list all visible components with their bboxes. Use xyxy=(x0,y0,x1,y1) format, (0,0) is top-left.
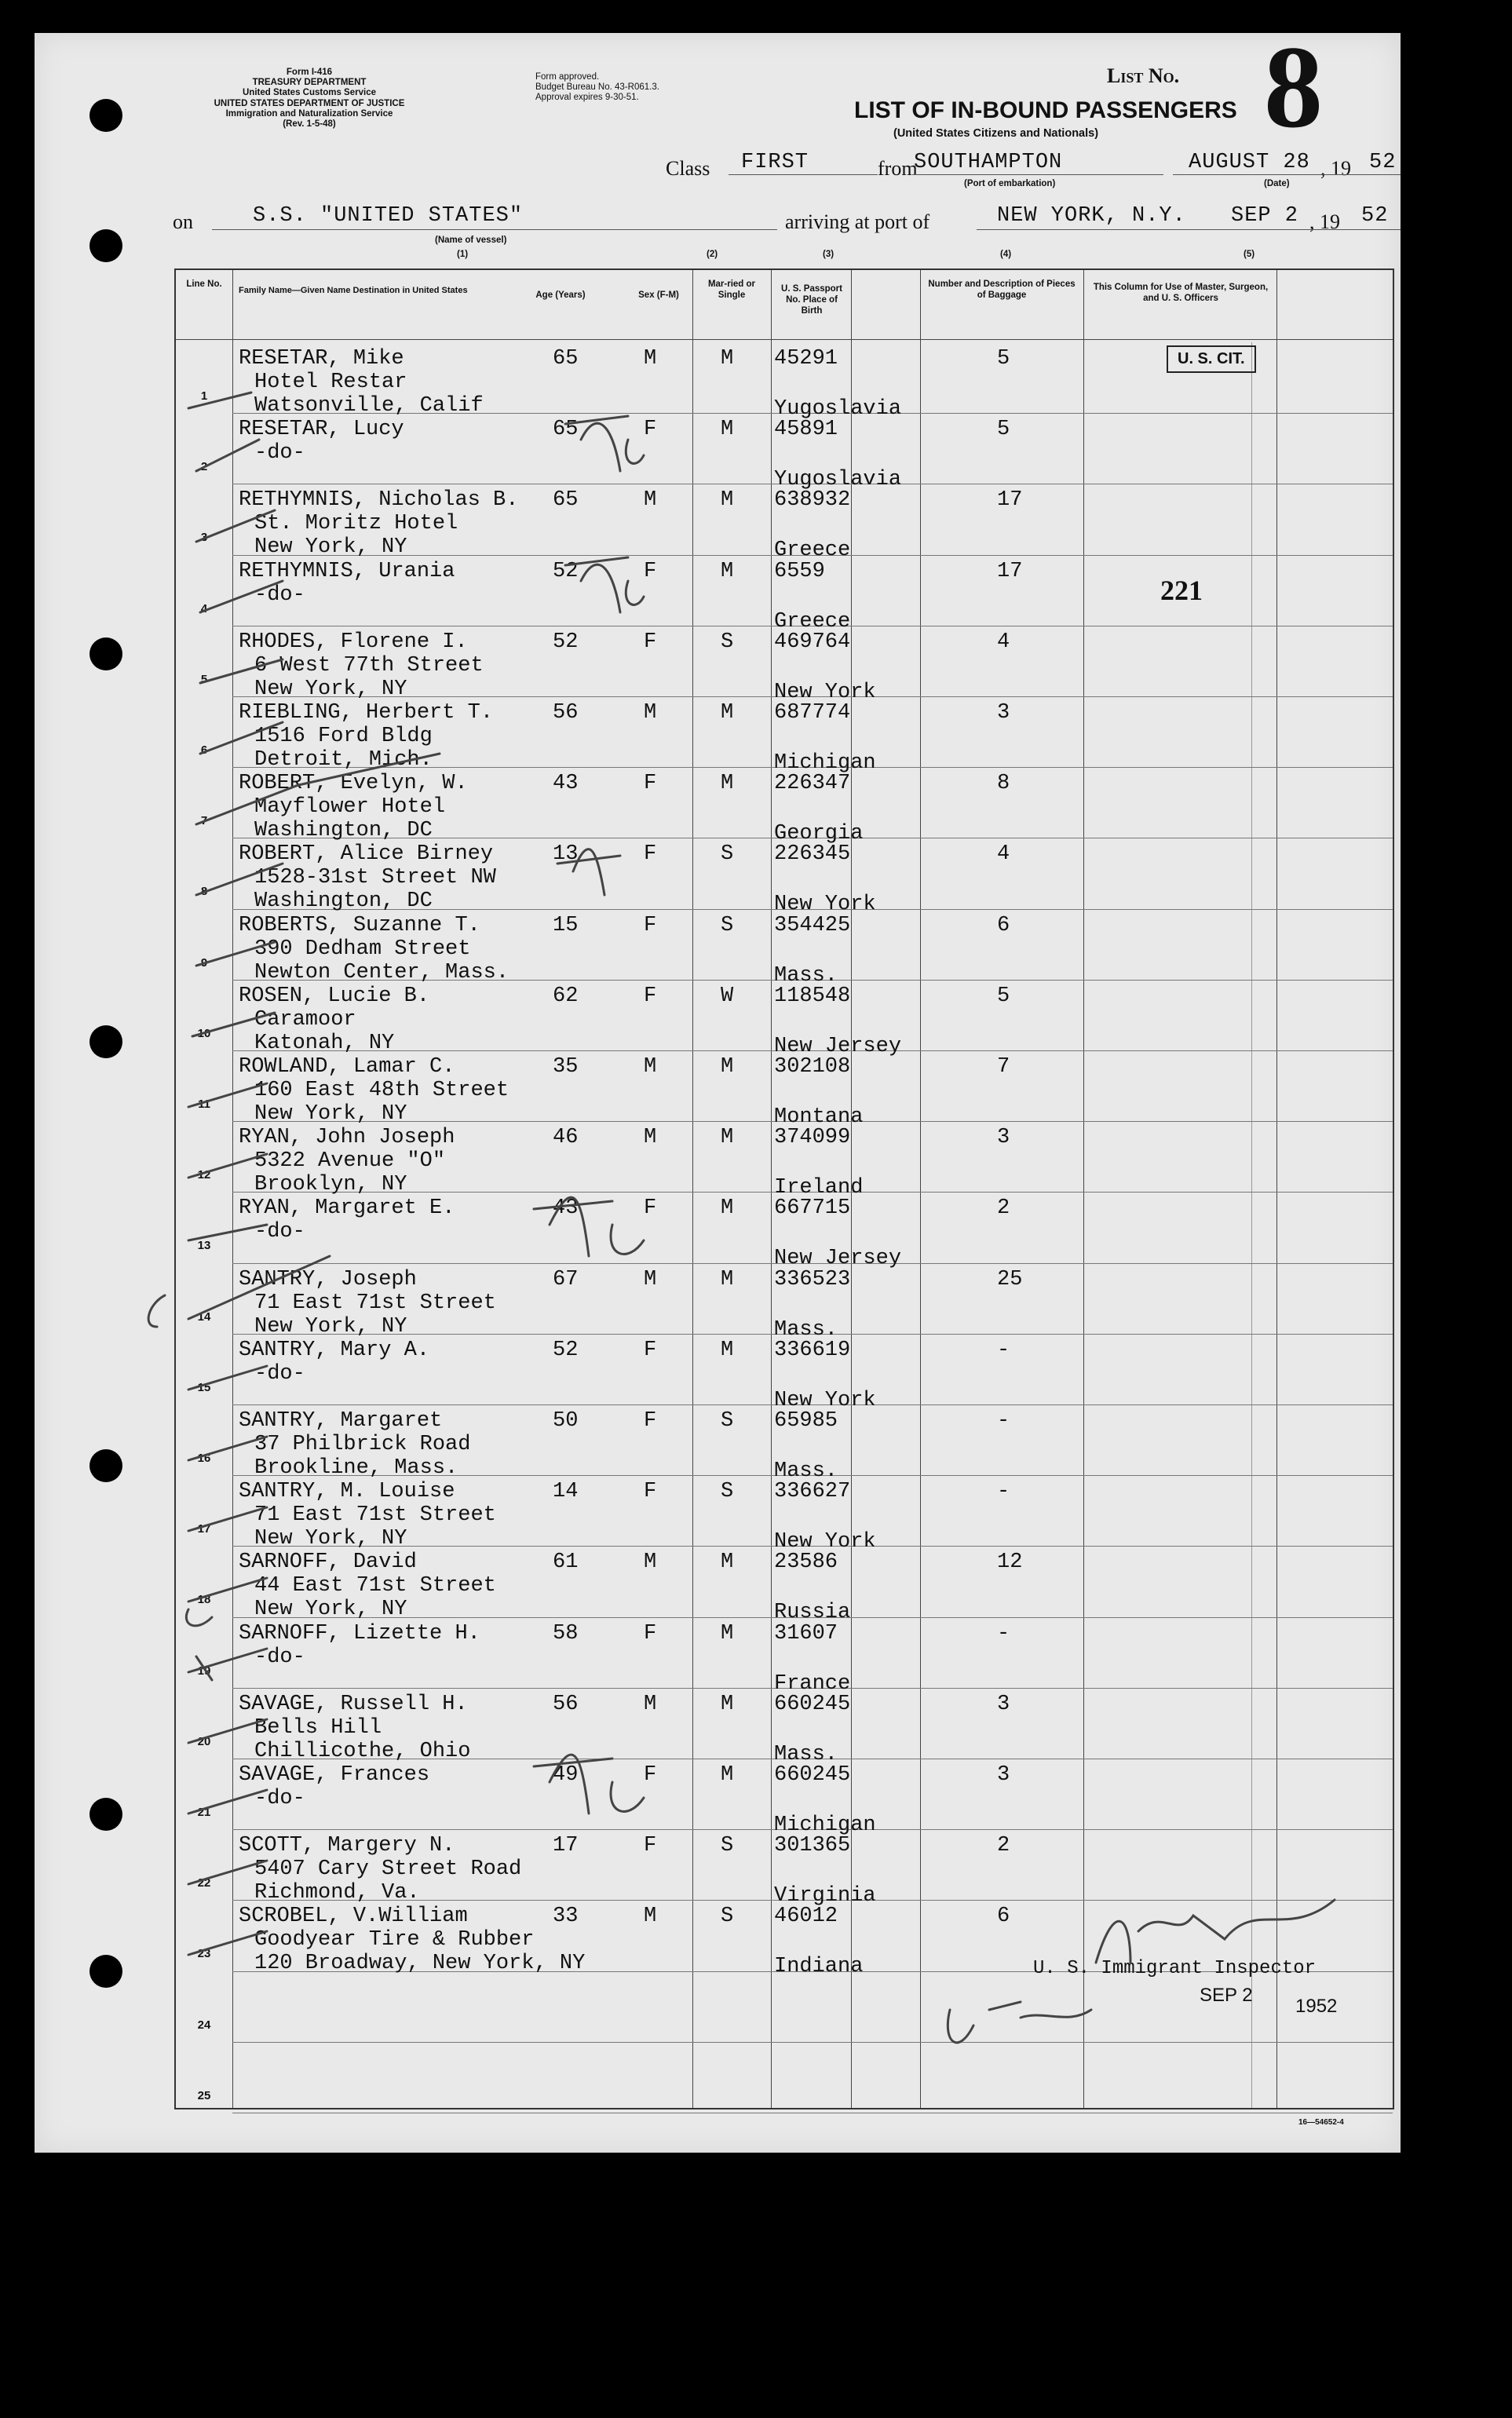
col-head-name: Family Name—Given Name Destination in United States xyxy=(239,286,468,295)
destination-line-1: -do- xyxy=(254,1220,305,1244)
col-divider xyxy=(771,270,772,2108)
punch-hole xyxy=(89,1449,122,1482)
destination-line-1: 390 Dedham Street xyxy=(254,937,471,961)
passport-number: 336619 xyxy=(774,1338,851,1362)
baggage-count: 17 xyxy=(997,488,1023,513)
passenger-name: ROBERT, Alice Birney xyxy=(239,842,494,867)
line-number: 4 xyxy=(200,601,208,615)
passport-number: 65985 xyxy=(774,1409,838,1433)
inspector-date: SEP 2 xyxy=(1200,1985,1253,2006)
place-of-birth: Mass. xyxy=(774,963,838,988)
place-of-birth: Yugoslavia xyxy=(774,468,902,492)
line-number: 21 xyxy=(197,1806,211,1819)
marital-status: M xyxy=(721,418,734,442)
line-number: 16 xyxy=(197,1452,211,1465)
baggage-count: - xyxy=(997,1338,1010,1362)
destination-line-1: -do- xyxy=(254,441,305,466)
document-subtitle: (United States Citizens and Nationals) xyxy=(893,127,1099,140)
date-underline xyxy=(1173,174,1401,175)
col-head-passport: U. S. Passport No. Place of Birth xyxy=(781,284,842,316)
baggage-count: 5 xyxy=(997,347,1010,371)
destination-line-1: 71 East 71st Street xyxy=(254,1291,496,1315)
age: 56 xyxy=(553,701,579,725)
passenger-name: ROBERTS, Suzanne T. xyxy=(239,913,480,937)
baggage-count: 8 xyxy=(997,772,1010,796)
on-label: on xyxy=(173,210,193,233)
passport-number: 336627 xyxy=(774,1480,851,1504)
passport-number: 226347 xyxy=(774,772,851,796)
baggage-count: 4 xyxy=(997,842,1010,867)
marital-status: M xyxy=(721,1763,734,1787)
destination-line-1: Bells Hill xyxy=(254,1715,382,1740)
baggage-count: 5 xyxy=(997,418,1010,442)
vessel-caption: (Name of vessel) xyxy=(435,236,507,245)
place-of-birth: Russia xyxy=(774,1601,851,1625)
baggage-count: 2 xyxy=(997,1834,1010,1858)
age: 52 xyxy=(553,630,579,654)
sex: F xyxy=(644,772,657,796)
destination-line-1: 5322 Avenue "O" xyxy=(254,1149,446,1174)
passenger-name: RETHYMNIS, Urania xyxy=(239,559,455,583)
place-of-birth: Mass. xyxy=(774,1742,838,1766)
marital-status: M xyxy=(721,488,734,513)
passenger-name: SANTRY, Margaret xyxy=(239,1409,443,1433)
port-embark-caption: (Port of embarkation) xyxy=(964,179,1056,188)
line-number: 11 xyxy=(198,1098,210,1111)
form-revision: (Rev. 1-5-48) xyxy=(283,119,336,130)
passenger-name: SAVAGE, Frances xyxy=(239,1763,430,1787)
approval-line-2: Budget Bureau No. 43-R061.3. xyxy=(535,82,659,93)
destination-line-1: -do- xyxy=(254,1787,305,1810)
age: 46 xyxy=(553,1126,579,1150)
age: 62 xyxy=(553,984,579,1008)
passenger-name: SCROBEL, V.William xyxy=(239,1905,468,1929)
class-label: Class xyxy=(666,157,710,180)
place-of-birth: Yugoslavia xyxy=(774,397,902,421)
col-head-age: Age (Years) xyxy=(535,290,586,300)
marital-status: S xyxy=(721,1905,734,1929)
passenger-name: RIEBLING, Herbert T. xyxy=(239,701,494,725)
passport-number: 660245 xyxy=(774,1763,851,1787)
marital-status: M xyxy=(721,701,734,725)
destination-line-2: Chillicothe, Ohio xyxy=(254,1739,471,1763)
arrival-port: NEW YORK, N.Y. xyxy=(997,204,1186,228)
passenger-name: SAVAGE, Russell H. xyxy=(239,1692,468,1716)
marital-status: S xyxy=(721,1834,734,1858)
marital-status: M xyxy=(721,559,734,583)
depart-year: 52 xyxy=(1369,151,1397,174)
age: 52 xyxy=(553,1338,579,1362)
sex: F xyxy=(644,1834,657,1858)
sex: F xyxy=(644,1480,657,1504)
place-of-birth: Mass. xyxy=(774,1317,838,1342)
sex: F xyxy=(644,559,657,583)
passenger-name: SARNOFF, Lizette H. xyxy=(239,1621,480,1645)
marital-status: M xyxy=(721,1692,734,1716)
sex: F xyxy=(644,1409,657,1433)
destination-line-1: Goodyear Tire & Rubber xyxy=(254,1928,535,1952)
passenger-name: SANTRY, M. Louise xyxy=(239,1480,455,1504)
baggage-count: 3 xyxy=(997,1692,1010,1716)
punch-hole xyxy=(89,1955,122,1988)
marital-status: W xyxy=(721,984,734,1008)
destination-line-1: 44 East 71st Street xyxy=(254,1574,496,1598)
col-head-married: Mar-ried or Single xyxy=(707,279,756,300)
line-number: 6 xyxy=(200,743,208,757)
line-number: 13 xyxy=(197,1239,211,1253)
line-number: 1 xyxy=(200,389,208,403)
place-of-birth: Indiana xyxy=(774,1955,864,1979)
col-divider xyxy=(692,270,693,2108)
line-number: 5 xyxy=(200,672,208,686)
marital-status: S xyxy=(721,842,734,867)
marital-status: M xyxy=(721,772,734,796)
passenger-name: ROSEN, Lucie B. xyxy=(239,984,430,1008)
destination-line-1: -do- xyxy=(254,583,305,607)
colnum-3: (3) xyxy=(823,250,835,259)
sex: F xyxy=(644,913,657,937)
sex: F xyxy=(644,1196,657,1221)
destination-line-2: New York, NY xyxy=(254,535,407,560)
punch-hole xyxy=(89,1025,122,1058)
place-of-birth: France xyxy=(774,1671,851,1696)
passenger-name: RHODES, Florene I. xyxy=(239,630,468,654)
passport-number: 374099 xyxy=(774,1126,851,1150)
baggage-count: 17 xyxy=(997,559,1023,583)
passenger-count: 221 xyxy=(1160,575,1203,606)
sex: F xyxy=(644,1763,657,1787)
colnum-4: (4) xyxy=(1000,250,1012,259)
age: 67 xyxy=(553,1267,579,1291)
passenger-name: SANTRY, Joseph xyxy=(239,1267,417,1291)
place-of-birth: New Jersey xyxy=(774,1034,902,1058)
agency-ins: Immigration and Naturalization Service xyxy=(225,108,393,119)
destination-line-2: Washington, DC xyxy=(254,889,433,914)
baggage-count: 3 xyxy=(997,701,1010,725)
passenger-name: ROWLAND, Lamar C. xyxy=(239,1055,455,1079)
baggage-count: 2 xyxy=(997,1196,1010,1221)
age: 58 xyxy=(553,1621,579,1645)
passport-number: 354425 xyxy=(774,913,851,937)
passport-number: 23586 xyxy=(774,1551,838,1575)
line-number: 7 xyxy=(200,814,208,828)
destination-line-2: Washington, DC xyxy=(254,819,433,843)
destination-line-1: -do- xyxy=(254,1645,305,1669)
line-number: 2 xyxy=(200,460,208,474)
age: 61 xyxy=(553,1551,579,1575)
place-of-birth: Michigan xyxy=(774,751,876,775)
age: 50 xyxy=(553,1409,579,1433)
depart-date: AUGUST 28 xyxy=(1189,151,1310,174)
baggage-count: - xyxy=(997,1480,1010,1504)
baggage-count: 25 xyxy=(997,1267,1023,1291)
passenger-name: SANTRY, Mary A. xyxy=(239,1338,430,1362)
destination-line-2: Watsonville, Calif xyxy=(254,394,484,418)
vessel-name: S.S. "UNITED STATES" xyxy=(253,204,524,228)
colnum-5: (5) xyxy=(1244,250,1255,259)
document-title: LIST OF IN-BOUND PASSENGERS xyxy=(854,97,1237,123)
passenger-name: RESETAR, Lucy xyxy=(239,418,404,442)
destination-line-1: 1528-31st Street NW xyxy=(254,866,496,890)
passport-number: 226345 xyxy=(774,842,851,867)
passport-number: 45891 xyxy=(774,418,838,442)
col-divider xyxy=(920,270,921,2108)
passenger-name: ROBERT, Evelyn, W. xyxy=(239,772,468,796)
marital-status: M xyxy=(721,1267,734,1291)
form-approval xyxy=(535,72,659,104)
marital-status: M xyxy=(721,1055,734,1079)
row-divider xyxy=(232,2042,1393,2043)
age: 56 xyxy=(553,1692,579,1716)
arrival-year: 52 xyxy=(1361,204,1389,228)
sex: M xyxy=(644,1055,657,1079)
place-of-birth: New York xyxy=(774,893,876,917)
place-of-birth: Greece xyxy=(774,609,851,634)
baggage-count: - xyxy=(997,1409,1010,1433)
baggage-count: 6 xyxy=(997,913,1010,937)
baggage-count: 4 xyxy=(997,630,1010,654)
sex: F xyxy=(644,1621,657,1645)
punch-hole xyxy=(89,1798,122,1831)
destination-line-2: Newton Center, Mass. xyxy=(254,960,509,984)
sex: M xyxy=(644,1551,657,1575)
place-of-birth: Montana xyxy=(774,1105,864,1129)
col-head-baggage: Number and Description of Pieces of Baggage xyxy=(928,279,1076,300)
age: 52 xyxy=(553,559,579,583)
inspector-year: 1952 xyxy=(1295,1996,1338,2017)
marital-status: M xyxy=(721,1196,734,1221)
marital-status: M xyxy=(721,1551,734,1575)
baggage-count: - xyxy=(997,1621,1010,1645)
place-of-birth: New York xyxy=(774,1388,876,1412)
sex: F xyxy=(644,984,657,1008)
agency-customs: United States Customs Service xyxy=(242,88,376,98)
line-number: 3 xyxy=(200,531,208,545)
line-number: 9 xyxy=(200,955,208,970)
destination-line-1: 5407 Cary Street Road xyxy=(254,1857,522,1882)
baggage-count: 12 xyxy=(997,1551,1023,1575)
destination-line-1: Hotel Restar xyxy=(254,371,407,394)
sex: M xyxy=(644,701,657,725)
class-underline xyxy=(729,174,878,175)
header-divider xyxy=(176,339,1393,340)
colnum-1: (1) xyxy=(457,250,469,259)
baggage-count: 3 xyxy=(997,1763,1010,1787)
baggage-count: 6 xyxy=(997,1905,1010,1929)
age: 33 xyxy=(553,1905,579,1929)
col-divider xyxy=(1276,270,1277,2108)
arrival-date: SEP 2 xyxy=(1231,204,1299,228)
col-head-sex: Sex (F-M) xyxy=(638,290,679,300)
line-number: 20 xyxy=(197,1734,211,1748)
line-number: 22 xyxy=(197,1876,211,1890)
sex: M xyxy=(644,1267,657,1291)
punch-hole xyxy=(89,637,122,670)
baggage-count: 7 xyxy=(997,1055,1010,1079)
marital-status: M xyxy=(721,347,734,371)
sex: M xyxy=(644,1692,657,1716)
arrival-year-prefix: , 19 xyxy=(1309,210,1340,233)
passport-number: 301365 xyxy=(774,1834,851,1858)
agency-justice: UNITED STATES DEPARTMENT OF JUSTICE xyxy=(214,98,405,108)
list-no-label: List No. xyxy=(1107,64,1180,87)
sex: M xyxy=(644,1126,657,1150)
footer-code: 16—54652-4 xyxy=(1298,2118,1344,2127)
age: 49 xyxy=(553,1763,579,1787)
destination-line-2: 120 Broadway, New York, NY xyxy=(254,1952,586,1976)
age: 13 xyxy=(553,842,579,867)
age: 65 xyxy=(553,488,579,513)
destination-line-2: Katonah, NY xyxy=(254,1031,395,1055)
line-number: 19 xyxy=(197,1664,211,1678)
inspector-title: U. S. Immigrant Inspector xyxy=(1033,1958,1317,1979)
passenger-name: SCOTT, Margery N. xyxy=(239,1834,455,1858)
marital-status: S xyxy=(721,1409,734,1433)
place-of-birth: New Jersey xyxy=(774,1247,902,1271)
destination-line-1: 71 East 71st Street xyxy=(254,1503,496,1528)
age: 17 xyxy=(553,1834,579,1858)
age: 14 xyxy=(553,1480,579,1504)
line-number: 8 xyxy=(200,885,208,899)
form-number: Form I-416 xyxy=(286,68,333,77)
place-of-birth: Virginia xyxy=(774,1884,876,1908)
passport-number: 660245 xyxy=(774,1692,851,1716)
place-of-birth: New York xyxy=(774,680,876,704)
from-underline xyxy=(912,174,1163,175)
passport-number: 118548 xyxy=(774,984,851,1008)
line-number: 23 xyxy=(197,1947,211,1961)
place-of-birth: New York xyxy=(774,1530,876,1554)
destination-line-2: New York, NY xyxy=(254,1598,407,1622)
baggage-count: 5 xyxy=(997,984,1010,1008)
age: 65 xyxy=(553,418,579,442)
col-head-line-no: Line No. xyxy=(186,279,222,289)
place-of-birth: Georgia xyxy=(774,822,864,846)
passenger-name: RYAN, Margaret E. xyxy=(239,1196,455,1221)
destination-line-2: Brookline, Mass. xyxy=(254,1456,458,1480)
line-number: 12 xyxy=(197,1168,211,1182)
destination-line-1: 160 East 48th Street xyxy=(254,1079,509,1102)
passenger-table xyxy=(174,268,1394,2109)
col-divider xyxy=(1251,342,1252,2108)
line-number: 10 xyxy=(197,1026,211,1040)
destination-line-1: St. Moritz Hotel xyxy=(254,512,458,536)
passport-number: 638932 xyxy=(774,488,851,513)
marital-status: M xyxy=(721,1621,734,1645)
passenger-name: RETHYMNIS, Nicholas B. xyxy=(239,488,519,513)
line-number: 25 xyxy=(197,2088,211,2102)
us-citizen-stamp: U. S. CIT. xyxy=(1167,345,1256,373)
col-head-officers: This Column for Use of Master, Surgeon, and U. S. Officers xyxy=(1093,283,1269,303)
baggage-count: 3 xyxy=(997,1126,1010,1150)
marital-status: S xyxy=(721,630,734,654)
approval-line-1: Form approved. xyxy=(535,72,600,82)
age: 15 xyxy=(553,913,579,937)
passenger-name: RESETAR, Mike xyxy=(239,347,404,371)
sex: M xyxy=(644,488,657,513)
col-divider xyxy=(1083,270,1084,2108)
destination-line-1: 37 Philbrick Road xyxy=(254,1433,471,1456)
arrival-underline xyxy=(977,229,1401,230)
passport-number: 667715 xyxy=(774,1196,851,1221)
passport-number: 302108 xyxy=(774,1055,851,1079)
marital-status: M xyxy=(721,1338,734,1362)
marital-status: S xyxy=(721,913,734,937)
passport-number: 469764 xyxy=(774,630,851,654)
passport-number: 336523 xyxy=(774,1267,851,1291)
marital-status: M xyxy=(721,1126,734,1150)
list-number: 8 xyxy=(1264,22,1323,152)
form-header-agencies xyxy=(168,68,451,130)
depart-year-prefix: , 19 xyxy=(1320,157,1351,180)
sex: F xyxy=(644,842,657,867)
sex: F xyxy=(644,418,657,442)
line-number: 24 xyxy=(197,2018,211,2032)
from-label: from xyxy=(878,157,918,180)
col-divider xyxy=(232,270,233,2108)
punch-hole xyxy=(89,229,122,262)
sex: F xyxy=(644,1338,657,1362)
place-of-birth: Ireland xyxy=(774,1176,864,1200)
agency-treasury: TREASURY DEPARTMENT xyxy=(252,78,367,88)
passport-number: 687774 xyxy=(774,701,851,725)
sex: M xyxy=(644,347,657,371)
punch-hole xyxy=(89,99,122,132)
passport-number: 6559 xyxy=(774,559,825,583)
passport-number: 31607 xyxy=(774,1621,838,1645)
destination-line-1: 6 West 77th Street xyxy=(254,653,484,678)
sex: M xyxy=(644,1905,657,1929)
date-caption: (Date) xyxy=(1264,179,1290,188)
passenger-name: RYAN, John Joseph xyxy=(239,1126,455,1150)
destination-line-1: -do- xyxy=(254,1361,305,1386)
destination-line-2: Detroit, Mich. xyxy=(254,748,433,772)
place-of-birth: Michigan xyxy=(774,1814,876,1837)
destination-line-1: Mayflower Hotel xyxy=(254,795,446,820)
destination-line-2: New York, NY xyxy=(254,1102,407,1126)
destination-line-2: Brooklyn, NY xyxy=(254,1173,407,1197)
class-value: FIRST xyxy=(741,151,809,174)
destination-line-2: New York, NY xyxy=(254,1314,407,1339)
destination-line-1: Caramoor xyxy=(254,1007,356,1032)
line-number: 18 xyxy=(197,1593,211,1607)
age: 43 xyxy=(553,772,579,796)
age: 65 xyxy=(553,347,579,371)
line-number: 14 xyxy=(197,1309,211,1324)
destination-line-1: 1516 Ford Bldg xyxy=(254,725,433,748)
destination-line-2: New York, NY xyxy=(254,677,407,701)
approval-line-3: Approval expires 9-30-51. xyxy=(535,93,639,103)
passport-number: 46012 xyxy=(774,1905,838,1929)
marital-status: S xyxy=(721,1480,734,1504)
place-of-birth: Greece xyxy=(774,539,851,563)
from-value: SOUTHAMPTON xyxy=(914,151,1063,174)
line-number: 17 xyxy=(197,1522,211,1536)
colnum-2: (2) xyxy=(707,250,718,259)
vessel-underline xyxy=(212,229,777,230)
arriving-label: arriving at port of xyxy=(785,210,930,233)
passenger-name: SARNOFF, David xyxy=(239,1551,417,1575)
sex: F xyxy=(644,630,657,654)
destination-line-2: New York, NY xyxy=(254,1527,407,1551)
passport-number: 45291 xyxy=(774,347,838,371)
line-number: 15 xyxy=(197,1380,211,1394)
destination-line-2: Richmond, Va. xyxy=(254,1881,420,1905)
age: 43 xyxy=(553,1196,579,1221)
age: 35 xyxy=(553,1055,579,1079)
place-of-birth: Mass. xyxy=(774,1459,838,1483)
